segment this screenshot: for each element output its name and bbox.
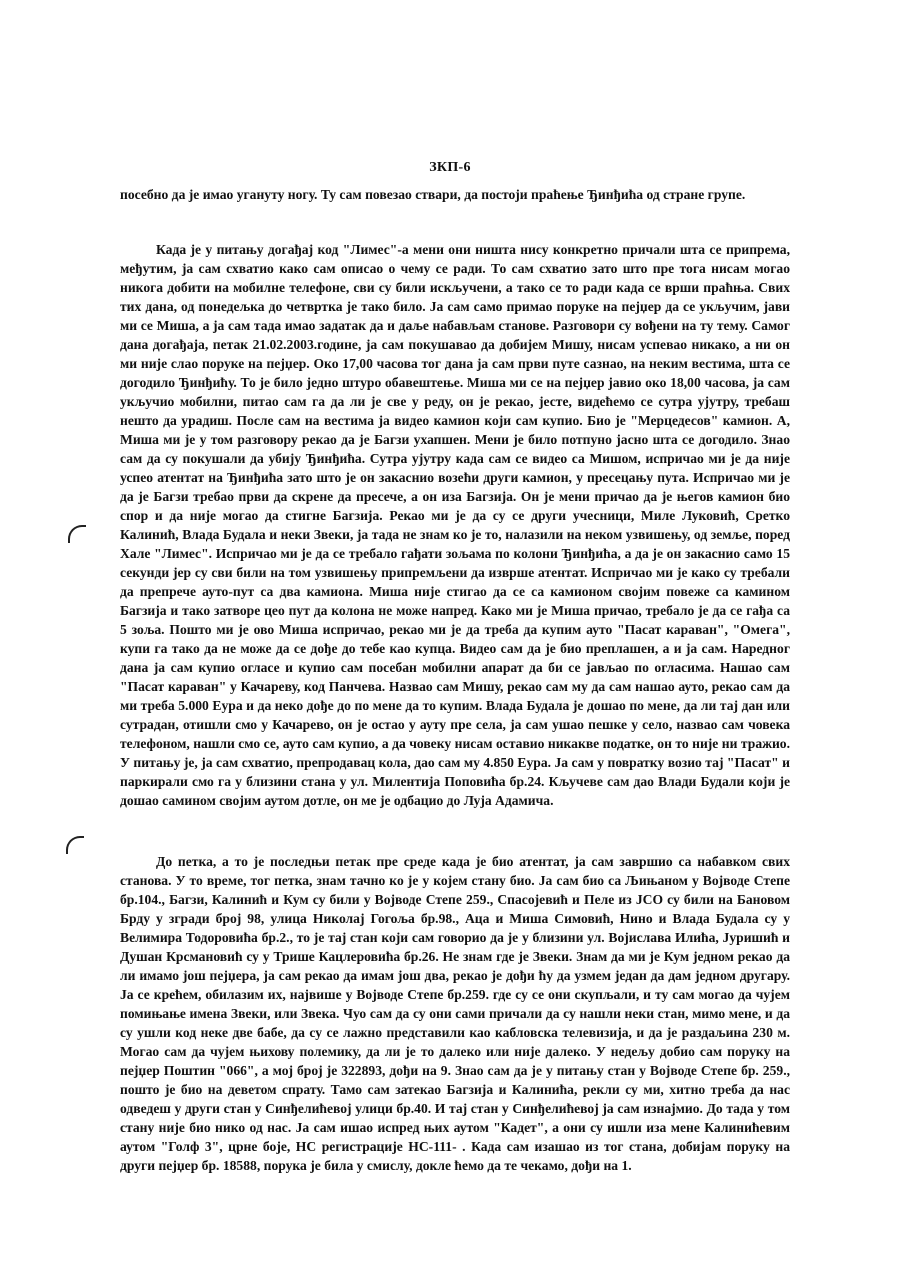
page-code-header: ЗКП-6	[429, 160, 471, 175]
paragraph-limes-event: Када је у питању догађај код "Лимес"-а мени они ништа нису конкретно причали шта се припрема, међутим, ја сам схватио како сам описао о чему се ради. То сам схватио зато што пре тога нисам могао никога добити на мобилне телефоне, сви су били искључени, а тако се то ради када се врши праћња. Свих тих дана, од понедељка до четвртка је тако било. Ја сам само примао поруке на пејџер да се укључим, јави ми се Миша, а ја сам тада имао задатак да и даље набављам станове. Разговори су вођени на ту тему. Самог дана догађаја, петак 21.02.2003.године, ја сам покушавао да добијем Мишу, нисам успевао никако, а ни он ми није слао поруке на пејџер. Око 17,00 часова тог дана ја сам први путе сазнао, на неким вестима, шта се догодило Ђинђићу. То је било једно штуро обавештење. Миша ми се на пејџер јавио око 18,00 часова, ја сам укључио мобилни, питао сам га да ли је све у реду, он је рекао, јесте, видећемо се сутра ујутру, требаш нешто да урадиш. После сам на вестима ја видео камион који сам купио. Био је "Мерцедесов" камион. А, Миша ми је у том разговору рекао да је Багзи ухапшен. Мени је било потпуно јасно шта се догодило. Знао сам да су покушали да убију Ђинђића. Сутра ујутру када сам се видео са Мишом, испричао ми је да није успео атентат на Ђинђића зато што је он закаснио возећи други камион, у пресецању пута. Испричао ми је да је Багзи требао први да скрене да пресече, а он иза Багзија. Он је мени причао да је његов камион био спор и да није могао да стигне Багзија. Рекао ми је да су се други учесници, Миле Луковић, Сретко Калинић, Влада Будала и неки Звеки, ја тада не знам ко је то, налазили на неком узвишењу, од земље, поред Хале "Лимес". Испричао ми је да се требало гађати зољама по колони Ђинђића, а да је он закаснио само 15 секунди јер су сви били на том узвишењу припремљени да изврше атентат. Испричао ми је како су требали да препрече ауто-пут са два камиона. Миша није стигао да се са камионом својим повеже са камином Багзија и тако затворе цео пут да колона не може напред. Како ми је Миша причао, требало је да се гађа са 5 зоља. Пошто ми је ово Миша испричао, рекао ми је да треба да купим ауто "Пасат караван", "Омега", купи га тако да не може да се дође до тебе као купца. Видео сам да је био преплашен, а и ја сам. Наредног дана ја сам купио огласе и купио сам посебан мобилни апарат да би се јављао по огласима. Нашао сам "Пасат караван" у Качареву, код Панчева. Назвао сам Мишу, рекао сам му да сам нашао ауто, рекао сам да ми треба 5.000 Еура и да неко дође до по мене да то купим. Влада Будала је дошао по мене, да ли тај дан или сутрадан, отишли смо у Качарево, он је остао у ауту пре села, ја сам ушао пешке у село, назвао сам човека телефоном, нашли смо се, ауто сам купио, а да човеку нисам оставио никакве податке, он то није ни тражио. У питању је, ја сам схватио, препродавац кола, дао сам му 4.850 Еура. Ја сам у повратку возио тај "Пасат" и паркирали смо га у близини стана у ул. Милентија Поповића бр.24. Кључеве сам дао Влади Будали који је дошао самином својим аутом дотле, он ме је одбацио до Луја Адамича.	[120, 242, 790, 808]
paragraph-apartments: До петка, а то је последњи петак пре среде када је био атентат, ја сам завршио са набавком свих станова. У то време, тог петка, знам тачно ко је у којем стану био. Ја сам био са Љињаном у Војводе Степе бр.104., Багзи, Калинић и Кум су били у Војводе Степе 259., Спасојевић и Пеле из ЈСО су били на Бановом Брду у згради број 98, улица Николај Гогоља бр.98., Аца и Миша Симовић, Нино и Влада Будала су у Велимира Тодоровића бр.2., то је тај стан који сам говорио да је у близини ул. Војислава Илића, Јуришић и Душан Крсмановић су у Трише Кацлеровића бр.26. Не знам где је Звеки. Знам да ми је Кум једном рекао да ли имамо још пејџера, ја сам рекао да имам још два, рекао је дођи ћу да узмем један да дам једном другару. Ја се крећем, обилазим их, највише у Војводе Степе бр.259. где су се они скупљали, и ту сам могао да чујем помињање имена Звеки, или Звека. Чуо сам да су они сами причали да су нашли неки стан, мимо мене, и да су ушли код неке две бабе, да су се лажно представили као кабловска телевизија, и да је раздаљина 230 м. Могао сам да чујем њихову полемику, да ли је то далеко или није далеко. У недељу добио сам поруку на пејџер Поштин "066", а мој број је 322893, дођи на 9. Знао сам да је у питању стан у Војводе Степе бр. 259., пошто је био на деветом спрату. Тамо сам затекао Багзија и Калинића, рекли су ми, хитно треба да нас одведеш у други стан у Синђелићевој улици бр.40. И тај стан у Синђелићевој ја сам изнајмио. До тада у том стану није био нико од нас. Ја сам ишао испред њих аутом "Кадет", а они су ишли иза мене Калинићевим аутом "Голф 3", црне боје, НС регистрације НС-111- . Када сам изашао из тог стана, добијам поруку на други пејџер бр. 18588, порука је била у смислу, докле ћемо да те чекамо, дођи на 1.	[120, 854, 790, 1173]
handwritten-margin-mark	[66, 836, 84, 854]
handwritten-margin-mark	[68, 525, 86, 543]
paragraph-continuation: посебно да је имао угануту ногу. Ту сам повезао ствари, да постоји праћење Ђинђића од стране групе.	[120, 187, 746, 202]
